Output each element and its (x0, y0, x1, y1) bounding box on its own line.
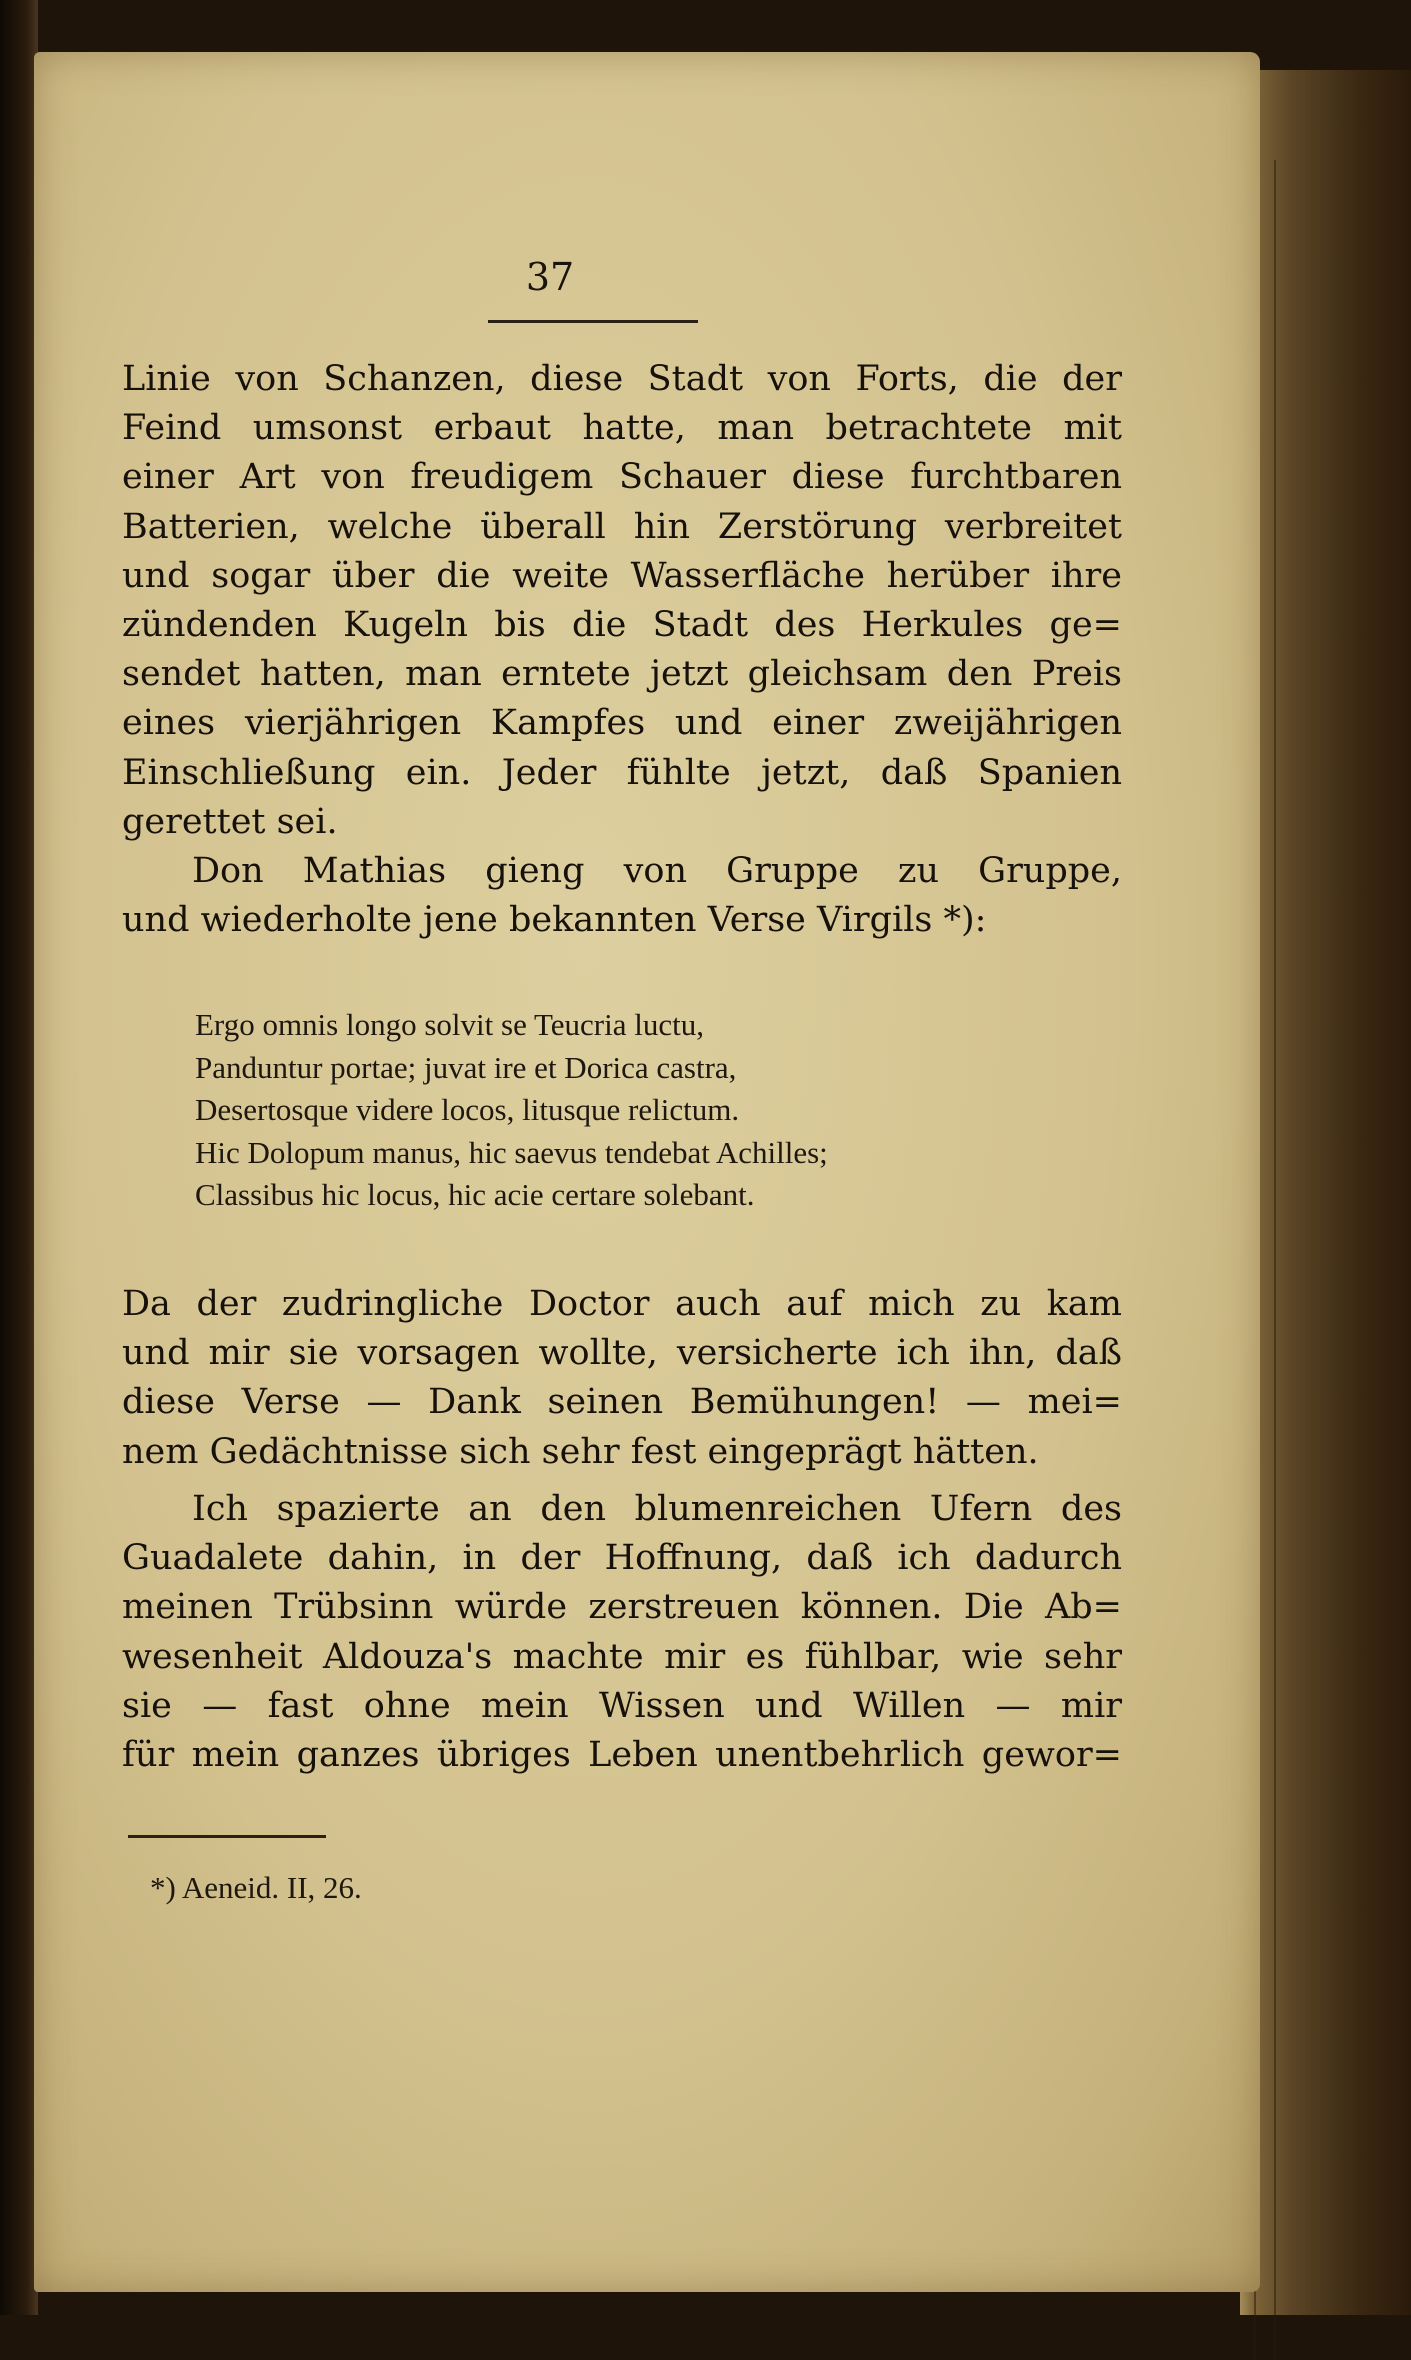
book-cover-edge (1240, 70, 1411, 2315)
text-line: Einschließung ein. Jeder fühlte jetzt, daß Spanien (122, 752, 1122, 793)
header-rule (488, 320, 698, 323)
latin-verse-quote (195, 1004, 1045, 1217)
text-line: Linie von Schanzen, diese Stadt von Forts, die der (122, 359, 1122, 399)
text-line: diese Verse — Dank seinen Bemühungen! — mei= (122, 1382, 1122, 1423)
verse-line: Hic Dolopum manus, hic saevus tendebat Achilles; (195, 1134, 828, 1170)
cover-edge-line (1274, 160, 1276, 2360)
paragraph-2 (122, 847, 1122, 945)
text-line: sendet hatten, man erntete jetzt gleichsam den Preis (122, 654, 1122, 695)
text-line: zündenden Kugeln bis die Stadt des Herkules ge= (122, 604, 1122, 645)
verse-line: Panduntur portae; juvat ire et Dorica castra, (195, 1049, 737, 1085)
text-line: und wiederholte jene bekannten Verse Virgils *): (122, 900, 987, 941)
text-line: für mein ganzes übriges Leben unentbehrlich gewor= (122, 1734, 1122, 1775)
text-line: meinen Trübsinn würde zerstreuen können. Die Ab= (122, 1587, 1122, 1628)
text-line: gerettet sei. (122, 801, 338, 842)
paragraph-3 (122, 1280, 1122, 1477)
text-line: Don Mathias gieng von Gruppe zu Gruppe, (192, 851, 1122, 891)
verse-line: Ergo omnis longo solvit se Teucria luctu, (195, 1007, 704, 1042)
text-line: Guadalete dahin, in der Hoffnung, daß ich dadurch (122, 1538, 1122, 1579)
text-line: eines vierjährigen Kampfes und einer zweijährigen (122, 703, 1122, 744)
page-number: 37 (525, 255, 575, 299)
verse-line: Classibus hic locus, hic acie certare solebant. (195, 1177, 755, 1212)
text-line: und sogar über die weite Wasserfläche herüber ihre (122, 555, 1122, 596)
text-line: Da der zudringliche Doctor auch auf mich zu kam (122, 1284, 1122, 1324)
text-line: und mir sie vorsagen wollte, versicherte ich ihn, daß (122, 1333, 1122, 1374)
text-line: Ich spazierte an den blumenreichen Ufern des (192, 1489, 1122, 1529)
text-line: nem Gedächtnisse sich sehr fest eingeprägt hätten. (122, 1431, 1039, 1472)
text-line: Batterien, welche überall hin Zerstörung verbreitet (122, 506, 1122, 547)
footnote: *) Aeneid. II, 26. (150, 1870, 362, 1905)
book-gutter (0, 0, 38, 2315)
paragraph-4 (122, 1485, 1122, 1780)
verse-line: Desertosque videre locos, litusque relictum. (195, 1092, 740, 1127)
text-line: Feind umsonst erbaut hatte, man betrachtete mit (122, 408, 1122, 449)
footnote-rule (128, 1835, 326, 1838)
text-line: sie — fast ohne mein Wissen und Willen — mir (122, 1685, 1122, 1726)
paragraph-1 (122, 355, 1122, 847)
text-line: wesenheit Aldouza's machte mir es fühlbar, wie sehr (122, 1636, 1122, 1677)
text-line: einer Art von freudigem Schauer diese furchtbaren (122, 457, 1122, 498)
